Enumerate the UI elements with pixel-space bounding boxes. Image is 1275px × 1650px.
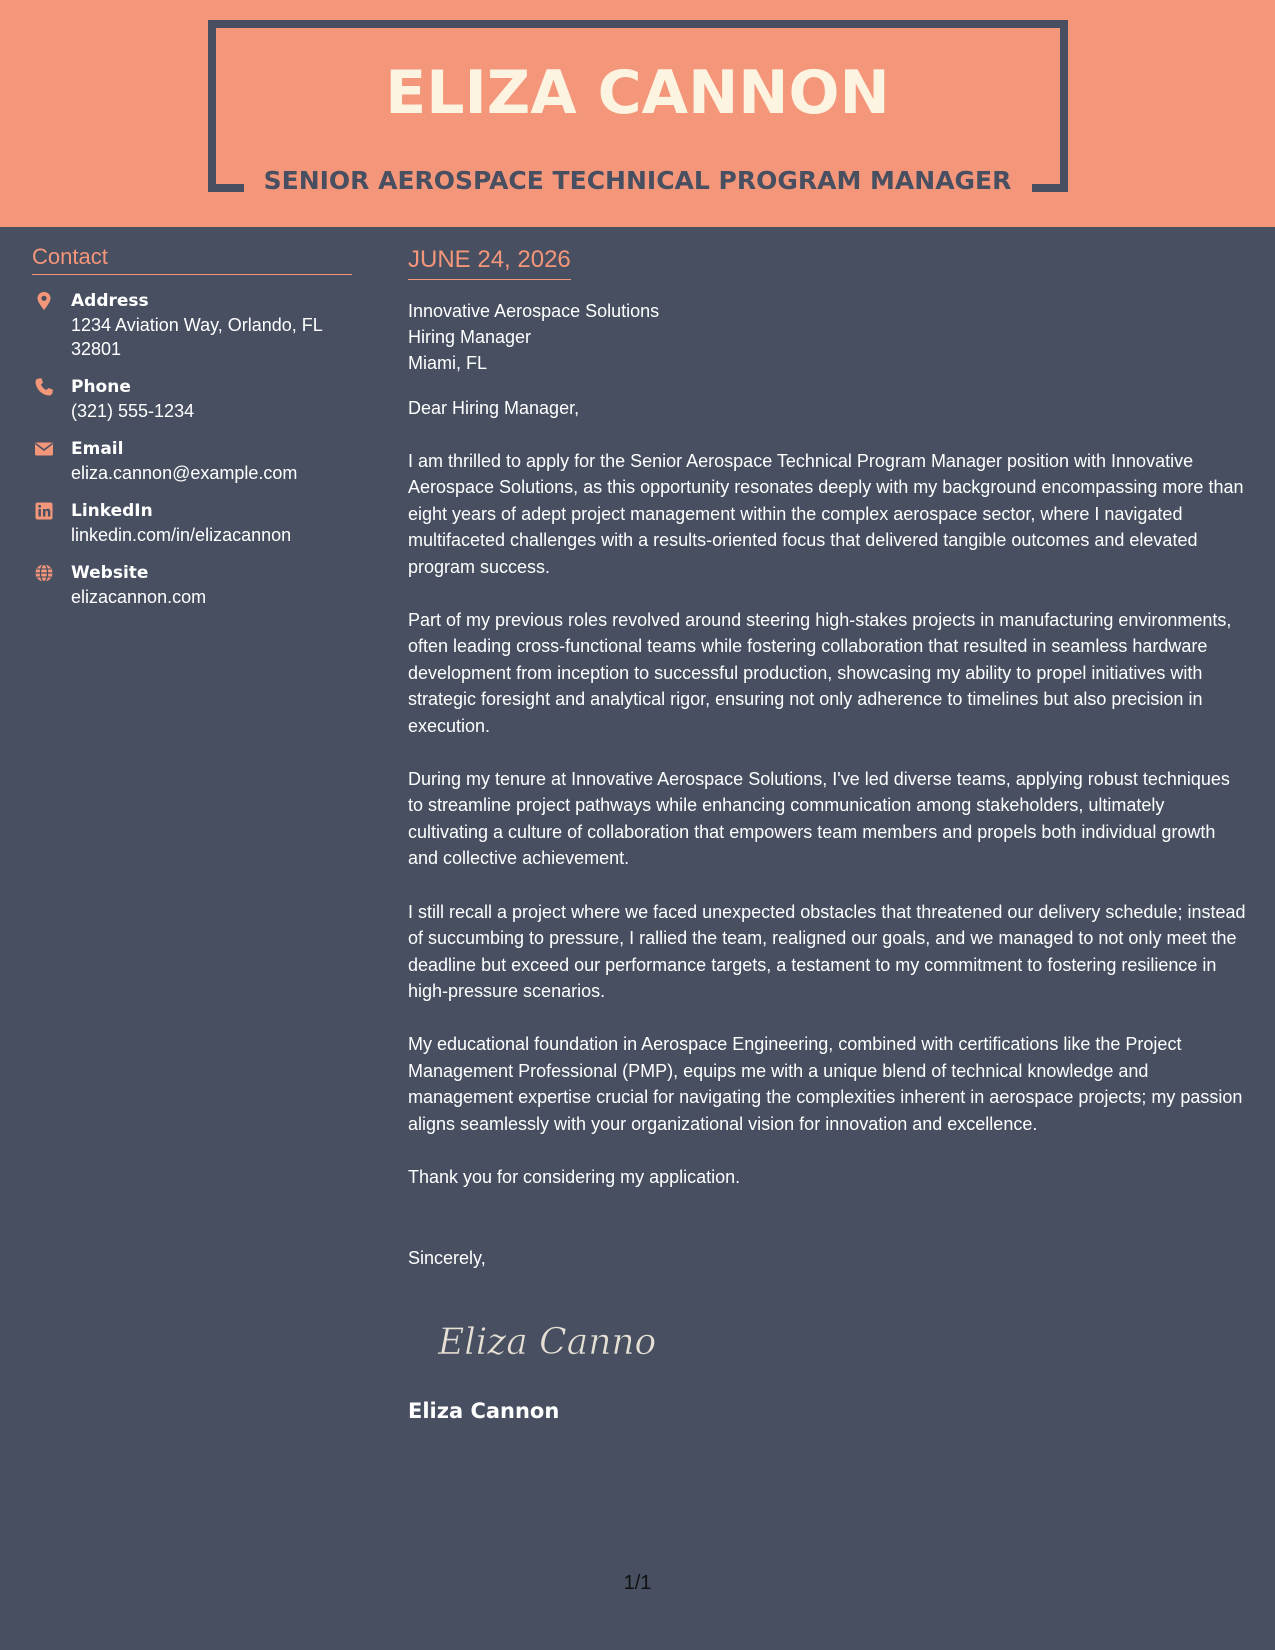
email-label: Email (71, 439, 124, 459)
contact-heading: Contact (32, 244, 352, 275)
linkedin-icon (34, 501, 54, 521)
linkedin-value: linkedin.com/in/elizacannon (71, 525, 292, 545)
letter-date: JUNE 24, 2026 (408, 246, 571, 280)
contact-item-website (32, 561, 352, 609)
address-value: 1234 Aviation Way, Orlando, FL 32801 (71, 315, 323, 359)
applicant-name: ELIZA CANNON (385, 58, 890, 128)
job-title: SENIOR AEROSPACE TECHNICAL PROGRAM MANAGER (263, 166, 1012, 195)
globe-icon (34, 563, 54, 583)
map-pin-icon (34, 291, 54, 311)
envelope-icon (34, 439, 54, 459)
phone-value: (321) 555-1234 (71, 401, 195, 421)
phone-icon (34, 377, 54, 397)
recipient-location: Miami, FL (408, 353, 488, 373)
recipient-title: Hiring Manager (408, 327, 532, 347)
paragraph-5: My educational foundation in Aerospace Engineering, combined with certifications like the Project Management Professional (PMP), equips me with a unique blend of technical knowledge and management expertise crucial for navigating the complexities inherent in aerospace projects; my passion aligns seamlessly with your organizational vision for innovation and excellence. (408, 1034, 1243, 1134)
paragraph-4: I still recall a project where we faced unexpected obstacles that threatened our delivery schedule; instead of succumbing to pressure, I rallied the team, realigned our goals, and we managed to not only meet the deadline but exceed our performance targets, a testament to my commitment to fostering resilience in high-pressure scenarios. (408, 901, 1246, 1001)
contact-item-email (32, 437, 352, 485)
phone-label: Phone (71, 377, 131, 397)
handwritten-signature (436, 1308, 656, 1383)
contact-sidebar (32, 244, 352, 609)
linkedin-label: LinkedIn (71, 501, 153, 521)
signature-text: Eliza Cannon (438, 1322, 656, 1363)
website-label: Website (71, 563, 149, 583)
website-value: elizacannon.com (71, 587, 207, 607)
recipient-company: Innovative Aerospace Solutions (408, 301, 660, 321)
letter-body (408, 246, 1248, 1271)
contact-item-linkedin (32, 499, 352, 547)
paragraph-1: I am thrilled to apply for the Senior Aerospace Technical Program Manager position with Innovative Aerospace Solutions, as this opportunity resonates deeply with my background encompassing more than eight years of adept project management within the complex aerospace sector, where I navigated multifaceted challenges with a results-oriented focus that delivered tangible outcomes and elevated program success. (408, 451, 1244, 577)
recipient-block (408, 298, 1248, 376)
page-number: 1/1 (623, 1572, 652, 1594)
paragraph-6: Thank you for considering my application. (408, 1166, 741, 1187)
contact-item-address (32, 289, 352, 361)
address-label: Address (71, 291, 149, 311)
salutation: Dear Hiring Manager, (408, 398, 580, 418)
email-value: eliza.cannon@example.com (71, 463, 298, 483)
contact-item-phone (32, 375, 352, 423)
signed-name: Eliza Cannon (408, 1399, 560, 1423)
paragraph-3: During my tenure at Innovative Aerospace Solutions, I've led diverse teams, applying robust techniques to streamline project pathways while enhancing communication among stakeholders, ultimately cultivating a culture of collaboration that empowers team members and propels both individual growth and collective achievement. (408, 769, 1230, 869)
closing: Sincerely, (408, 1248, 486, 1269)
paragraph-2: Part of my previous roles revolved around steering high-stakes projects in manufacturing environments, often leading cross-functional teams while fostering collaboration that resulted in seamless hardware development from inception to successful production, showcasing my ability to propel initiatives with strategic foresight and analytical rigor, ensuring not only adherence to timelines but also precision in execution. (408, 610, 1232, 736)
